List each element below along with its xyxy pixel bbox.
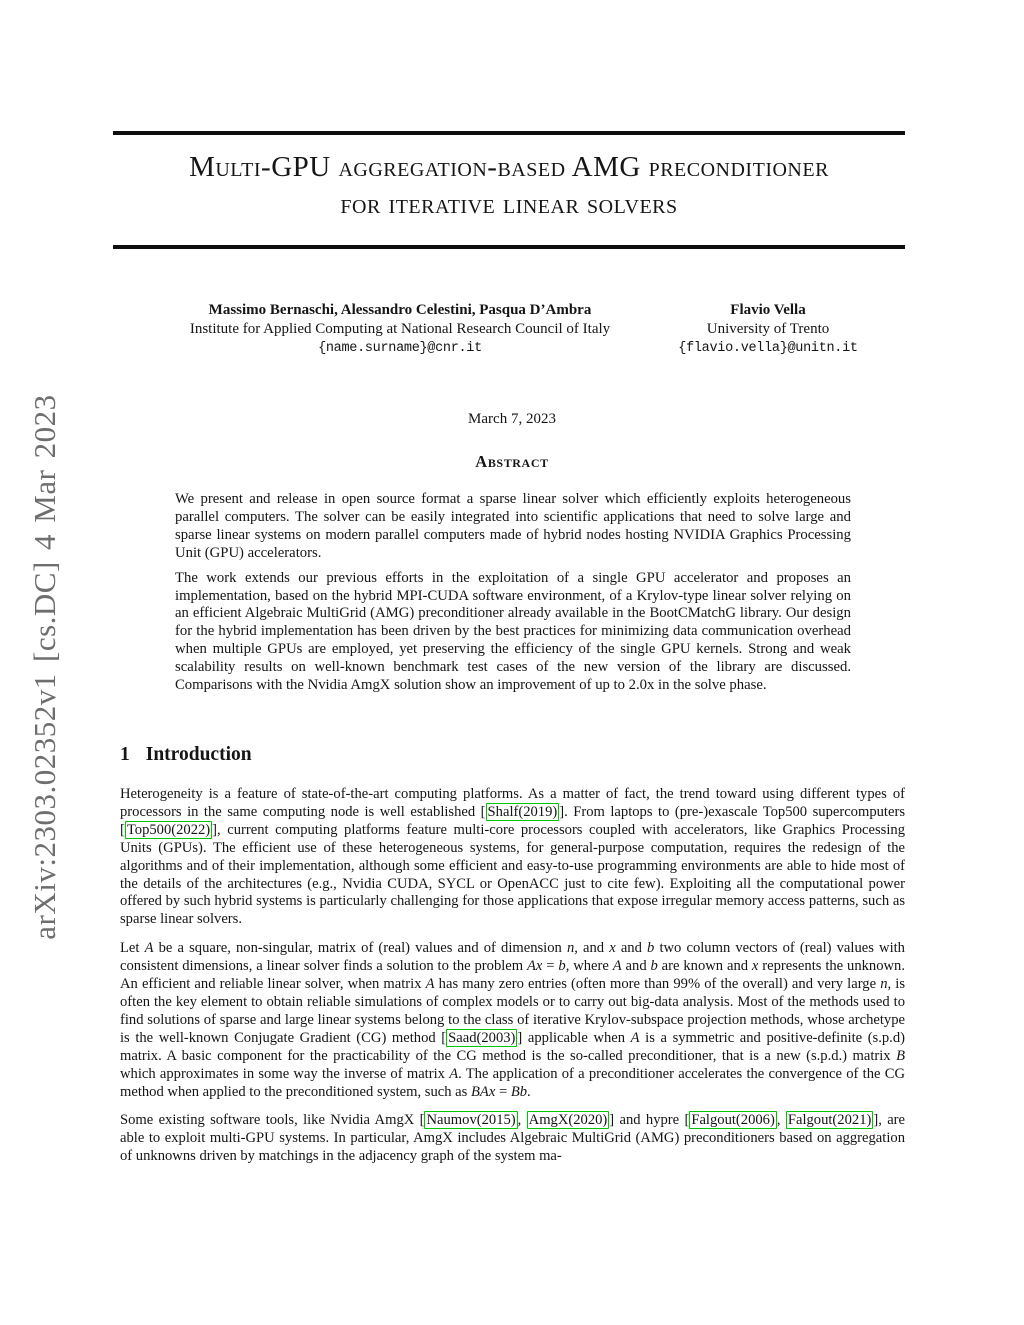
text-run: , [517, 1112, 527, 1129]
section-heading [120, 744, 905, 766]
text-run: represents the unknown. An efficient and reliable linear solver, when matrix [120, 958, 905, 993]
author-affiliation: Institute for Applied Computing at National Research Council of Italy [189, 321, 611, 337]
introduction-section [120, 744, 905, 1177]
body-paragraph [120, 786, 905, 929]
text-run: and [615, 940, 648, 957]
math-inline: B [896, 1047, 905, 1064]
section-number: 1 [120, 744, 130, 765]
text-run: is a symmetric and positive-definite (s.p.d) matrix. A basic component for the practicability of the CG method is the so-called preconditioner, that is a new (s.p.d.) matrix [120, 1029, 905, 1064]
body-paragraph [120, 940, 905, 1101]
math-inline: b [650, 958, 658, 975]
math-inline: A [425, 976, 435, 993]
title-line-2: for iterative linear solvers [340, 188, 678, 220]
citation-link[interactable]: AmgX(2020) [528, 1112, 608, 1129]
text-run: and [621, 958, 651, 975]
math-inline: x [751, 958, 759, 975]
math-inline: Bb [510, 1083, 528, 1100]
author-names: Massimo Bernaschi, Alessandro Celestini, Pasqua D’Ambra [208, 302, 592, 318]
abstract-heading: Abstract [475, 452, 549, 471]
math-inline: Ax [527, 958, 543, 975]
author-email: {flavio.vella}@unitn.it [678, 341, 858, 356]
citation-link[interactable]: Falgout(2021) [787, 1112, 872, 1129]
math-inline: b [558, 958, 566, 975]
text-run: , is often the key element to obtain reliable simulations of complex models or to carry out big-data analysis. Most of the methods used to find solutions of sparse and large linear systems belong to the class of iterative Krylov-subspace projection methods, whose archetype is the well-known Conjugate Gradient (CG) method [ [120, 976, 906, 1046]
text-run: , and [574, 940, 610, 957]
citation-link[interactable]: Naumov(2015) [426, 1112, 516, 1129]
author-block-right [651, 301, 885, 358]
text-run: two column vectors of (real) values with consistent dimensions, a linear solver finds a solution to the problem [120, 940, 905, 975]
citation-link[interactable]: Top500(2022) [126, 821, 211, 838]
text-run: , where [565, 958, 613, 975]
citation-link[interactable]: Shalf(2019) [487, 803, 558, 820]
abstract-body [175, 491, 851, 702]
paper-title [113, 149, 905, 223]
text-run: has many zero entries (often more than 99% of the overall) and very large [434, 976, 881, 993]
math-inline: n [880, 976, 888, 993]
abstract-paragraph [175, 570, 851, 695]
section-title: Introduction [145, 744, 252, 765]
body-paragraph [120, 1112, 905, 1166]
math-inline: BAx [470, 1083, 496, 1100]
abstract-paragraph [175, 491, 851, 563]
text-run: The work extends our previous efforts in the exploitation of a single GPU accelerator and proposes an implementation, based on the hybrid MPI-CUDA software environment, of a Krylov-type linear solver relying on an efficient Algebraic MultiGrid (AMG) preconditioner already available in the BootCMatchG library. Our design for the hybrid implementation has been driven by the best practices for minimizing data communication overhead when multiple GPUs are employed, yet preserving the efficiency of the single GPU kernels. Strong and weak scalability results on well-known benchmark test cases of the new version of the library are discussed. Comparisons with the Nvidia AmgX solution show an improvement of up to 2.0x in the solve phase. [175, 569, 851, 694]
text-run: Heterogeneity is a feature of state-of-the-art computing platforms. As a matter of fact, the trend toward using different types of processors in the same computing node is well established [ [120, 786, 905, 820]
math-inline: x [609, 940, 616, 957]
math-inline: b [647, 940, 655, 957]
text-run: = [495, 1083, 511, 1100]
paper-date: March 7, 2023 [468, 411, 556, 427]
text-run: ], current computing platforms feature multi-core processors coupled with accelerators, like Graphics Processing Units (GPUs). The efficient use of these heterogeneous systems, for general-purpose computation, requires the redesign of the algorithms and of their implementation, although some efficient and easy-to-use programming environments are able to hide most of the details of the architectures (e.g., Nvidia CUDA, SYCL or OpenACC just to cite few). Exploiting all the computational power offered by such hybrid systems is particularly challenging for those applications that expose irregular memory access patterns, such as sparse linear solvers. [120, 821, 905, 928]
text-run: = [542, 958, 559, 975]
text-run: . The application of a preconditioner accelerates the convergence of the CG method when applied to the preconditioned system, such as [120, 1065, 905, 1100]
author-email: {name.surname}@cnr.it [318, 341, 482, 356]
title-rule-bottom [113, 245, 905, 249]
math-inline: A [144, 940, 154, 957]
text-run: ]. From laptops to (pre-)exascale Top500 supercomputers [ [120, 803, 905, 838]
text-run: ], are able to exploit multi-GPU systems. In particular, AmgX includes Algebraic MultiGrid (AMG) preconditioners based on aggregation of unknowns driven by matchings in the adjacency graph of the system ma- [120, 1112, 906, 1165]
author-names: Flavio Vella [730, 302, 806, 318]
text-run: are known and [657, 958, 752, 975]
text-run: . [527, 1083, 531, 1100]
text-run: Let [120, 940, 145, 957]
citation-link[interactable]: Saad(2003) [448, 1029, 516, 1046]
text-run: Some existing software tools, like Nvidia AmgX [ [120, 1112, 425, 1129]
title-line-1: Multi-GPU aggregation-based AMG preconditioner [189, 151, 829, 183]
text-run: We present and release in open source format a sparse linear solver which efficiently exploits heterogeneous parallel computers. The solver can be easily integrated into scientific applications that need to solve large and sparse linear systems on modern parallel computers made of hybrid nodes hosting NVIDIA Graphics Processing Unit (GPU) accelerators. [175, 491, 851, 561]
arxiv-watermark: arXiv:2303.02352v1 [cs.DC] 4 Mar 2023 [27, 394, 62, 940]
text-run: which approximates in some way the inverse of matrix [120, 1065, 450, 1082]
author-affiliation: University of Trento [706, 321, 830, 337]
math-inline: A [630, 1029, 640, 1046]
author-block-left [120, 301, 680, 358]
citation-link[interactable]: Falgout(2006) [691, 1112, 775, 1129]
title-rule-top [113, 131, 905, 135]
text-run: ] and hypre [ [609, 1112, 690, 1129]
text-run: be a square, non-singular, matrix of (real) values and of dimension [153, 940, 567, 957]
math-inline: n [566, 940, 575, 957]
math-inline: A [449, 1065, 459, 1082]
math-inline: A [612, 958, 622, 975]
text-run: ] applicable when [517, 1029, 631, 1046]
text-run: , [776, 1112, 786, 1129]
